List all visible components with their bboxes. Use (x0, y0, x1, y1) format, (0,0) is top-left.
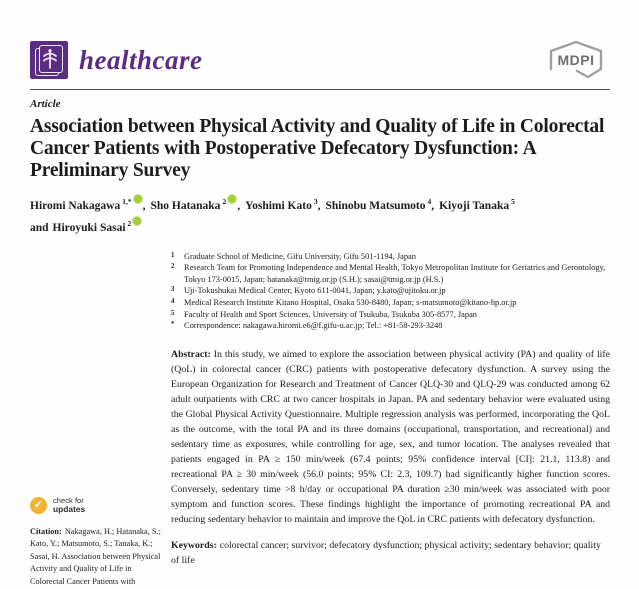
affiliation-row: 1 Graduate School of Medicine, Gifu University, Gifu 501-1194, Japan (171, 251, 416, 261)
author: Hiromi Nakagawa $^{1,*}$ , (30, 200, 145, 212)
article-title: Association between Physical Activity and Quality of Life in Colorectal Cancer Patients with Postoperative Defecatory Dysfunction: A Preliminary Survey (30, 116, 605, 181)
check-icon: ✓ (30, 497, 47, 514)
article-type-label: Article (30, 98, 61, 110)
orcid-icon[interactable] (227, 194, 237, 204)
affiliation-row: 3 Uji-Tokushukai Medical Center, Kyoto 611-0041, Japan; y.kato@ujitoku.or.jp (171, 286, 446, 296)
affiliation-row: 5 Faculty of Health and Sport Sciences, University of Tsukuba, Tsukuba 305-8577, Japan (171, 309, 477, 319)
caduceus-icon (41, 47, 59, 71)
keywords-text: colorectal cancer; survivor; defecatory dysfunction; physical activity; sedentary behavior; quality of life (171, 539, 601, 566)
healthcare-journal-icon (30, 41, 68, 79)
keywords (171, 538, 610, 568)
affiliation-row: 4 Medical Research Institute Kitano Hospital, Osaka 530-8480, Japan; s-matsumoto@kitano-hp.or.jp (171, 298, 517, 308)
abstract-text: In this study, we aimed to explore the association between physical activity (PA) and quality of life (QoL) in colorectal cancer (CRC) patients with postoperative defecatory dysfunction. A survey using the European Organization for Research and Treatment of Cancer QLQ-30 and QLQ-29 was conducted among 62 adult outpatients with CRC at two cancer hospitals in Japan. PA and sedentary behavior were evaluated using the Global Physical Activity Questionnaire. Multiple regression analysis was performed, incorporating the QoL as the outcome, with the total PA and its three domains (occupational, transportation, and recreational) and sedentary time as exposures, while controlling for age, sex, and tumor location. The analyses revealed that patients engaged in PA ≥ 150 min/week (67.4 points; 95% confidence interval [CI]: 21.1, 113.8) and recreational PA ≥ 30 min/week (56.0 points; 95% CI: 2.3, 109.7) had significantly higher function scores. Conversely, sedentary time >8 h/day or occupational PA duration ≥30 min/week was associated with poor symptom and function scores. These findings highlight the importance of promoting recreational PA and reducing sedentary behavior to maintain and improve the QoL in CRC patients with defecatory dysfunction. (171, 348, 610, 525)
abstract-label: Abstract: (171, 348, 211, 360)
journal-brand (30, 41, 203, 79)
citation-label: Citation: (30, 526, 62, 536)
author: Sho Hatanaka $^2$ , (150, 200, 240, 212)
author: Yoshimi Kato $^3$, (245, 197, 321, 212)
journal-header (30, 36, 610, 84)
mdpi-logo (544, 38, 610, 82)
correspondence-row: * Correspondence: nakagawa.hiromi.e6@f.gifu-u.ac.jp; Tel.: +81-58-293-3248 (171, 321, 443, 331)
author: Hiroyuki Sasai $^2$ (53, 222, 143, 234)
affiliation-row: 2 Research Team for Promoting Independence and Mental Health, Tokyo Metropolitan Institute for Geriatrics and Gerontology, Tokyo 173-0015, Japan; hatanaka@tmig.or.jp (S.H.); sasai@tmig.or.jp (H.S.) (171, 263, 606, 284)
check-for-updates-label: check for updates (53, 495, 86, 515)
author-list (30, 193, 610, 237)
header-divider (30, 89, 610, 90)
keywords-label: Keywords: (171, 539, 217, 551)
author: Kiyoji Tanaka $^5$ (439, 197, 515, 212)
orcid-icon[interactable] (133, 194, 143, 204)
author-joiner: and (30, 221, 49, 234)
content-columns (30, 251, 610, 589)
orcid-icon[interactable] (132, 216, 142, 226)
author: Shinobu Matsumoto $^4$, (325, 197, 435, 212)
abstract (171, 347, 610, 527)
left-sidebar (30, 251, 161, 589)
check-for-updates-badge[interactable] (30, 497, 161, 515)
journal-name: healthcare (79, 44, 203, 75)
main-column (171, 251, 610, 589)
mdpi-logo-text: MDPI (557, 52, 595, 68)
citation-block (30, 526, 161, 589)
citation-text: Nakagawa, H.; Hatanaka, S.; Kato, Y.; Matsumoto, S.; Tanaka, K.; Sasai, H. Association between Physical Activity and Quality of Life in Colorectal Cancer Patients with (30, 526, 161, 587)
affiliation-list (171, 251, 610, 332)
